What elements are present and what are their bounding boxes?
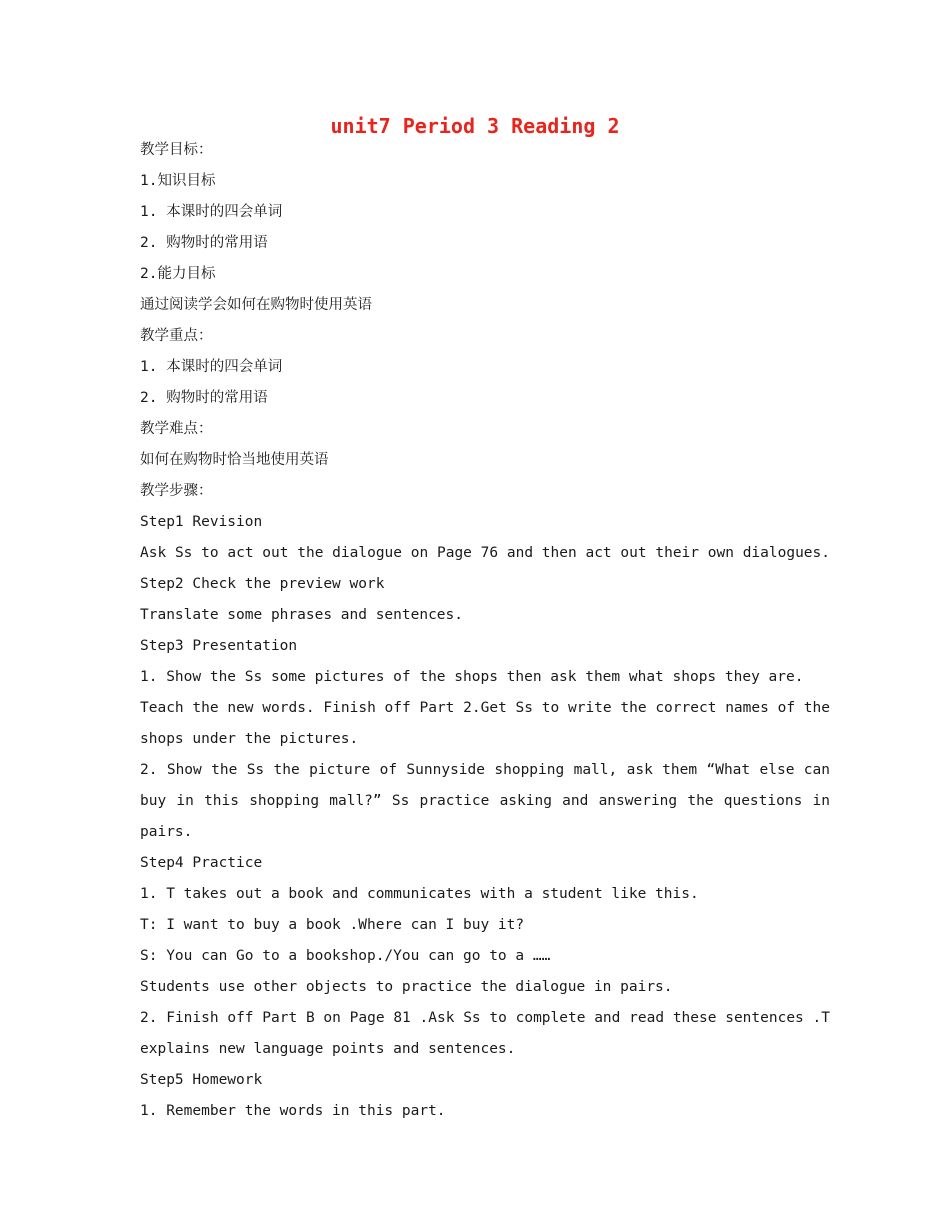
text-line: 1. 本课时的四会单词 bbox=[140, 359, 283, 375]
text-line: 2. Show the Ss the picture of Sunnyside shopping mall, ask them “What else can bbox=[140, 762, 830, 778]
text-line: shops under the pictures. bbox=[140, 731, 359, 747]
text-line: 2. Finish off Part B on Page 81 .Ask Ss to complete and read these sentences .T bbox=[140, 1010, 830, 1026]
text-line: 1. Remember the words in this part. bbox=[140, 1103, 446, 1119]
text-line: pairs. bbox=[140, 824, 193, 840]
text-line: Teach the new words. Finish off Part 2.Get Ss to write the correct names of the bbox=[140, 700, 830, 716]
text-line: 教学难点： bbox=[140, 421, 213, 437]
text-line: Ask Ss to act out the dialogue on Page 76 and then act out their own dialogues. bbox=[140, 545, 830, 561]
text-line: Step3 Presentation bbox=[140, 638, 298, 654]
document-body bbox=[140, 135, 830, 1127]
text-line: 通过阅读学会如何在购物时使用英语 bbox=[140, 297, 372, 313]
text-line: S: You can Go to a bookshop./You can go to a …… bbox=[140, 948, 551, 964]
text-line: 1. Show the Ss some pictures of the shops then ask them what shops they are. bbox=[140, 669, 804, 685]
text-line: buy in this shopping mall?” Ss practice asking and answering the questions in bbox=[140, 793, 830, 809]
text-line: T: I want to buy a book .Where can I buy it? bbox=[140, 917, 525, 933]
text-line: 1. T takes out a book and communicates with a student like this. bbox=[140, 886, 699, 902]
text-line: 教学目标： bbox=[140, 142, 213, 158]
text-line: explains new language points and sentences. bbox=[140, 1041, 516, 1057]
text-line: Translate some phrases and sentences. bbox=[140, 607, 464, 623]
text-line: Step1 Revision bbox=[140, 514, 263, 530]
text-line: Step4 Practice bbox=[140, 855, 263, 871]
text-line: Students use other objects to practice the dialogue in pairs. bbox=[140, 979, 673, 995]
text-line: 如何在购物时恰当地使用英语 bbox=[140, 452, 329, 468]
document-title: unit7 Period 3 Reading 2 bbox=[330, 114, 620, 138]
text-line: 2. 购物时的常用语 bbox=[140, 235, 268, 251]
text-line: Step5 Homework bbox=[140, 1072, 263, 1088]
text-line: Step2 Check the preview work bbox=[140, 576, 385, 592]
text-line: 教学重点： bbox=[140, 328, 213, 344]
text-line: 1. 本课时的四会单词 bbox=[140, 204, 283, 220]
text-line: 2. 购物时的常用语 bbox=[140, 390, 268, 406]
text-line: 2.能力目标 bbox=[140, 266, 216, 282]
text-line: 教学步骤： bbox=[140, 483, 213, 499]
text-line: 1.知识目标 bbox=[140, 173, 216, 189]
